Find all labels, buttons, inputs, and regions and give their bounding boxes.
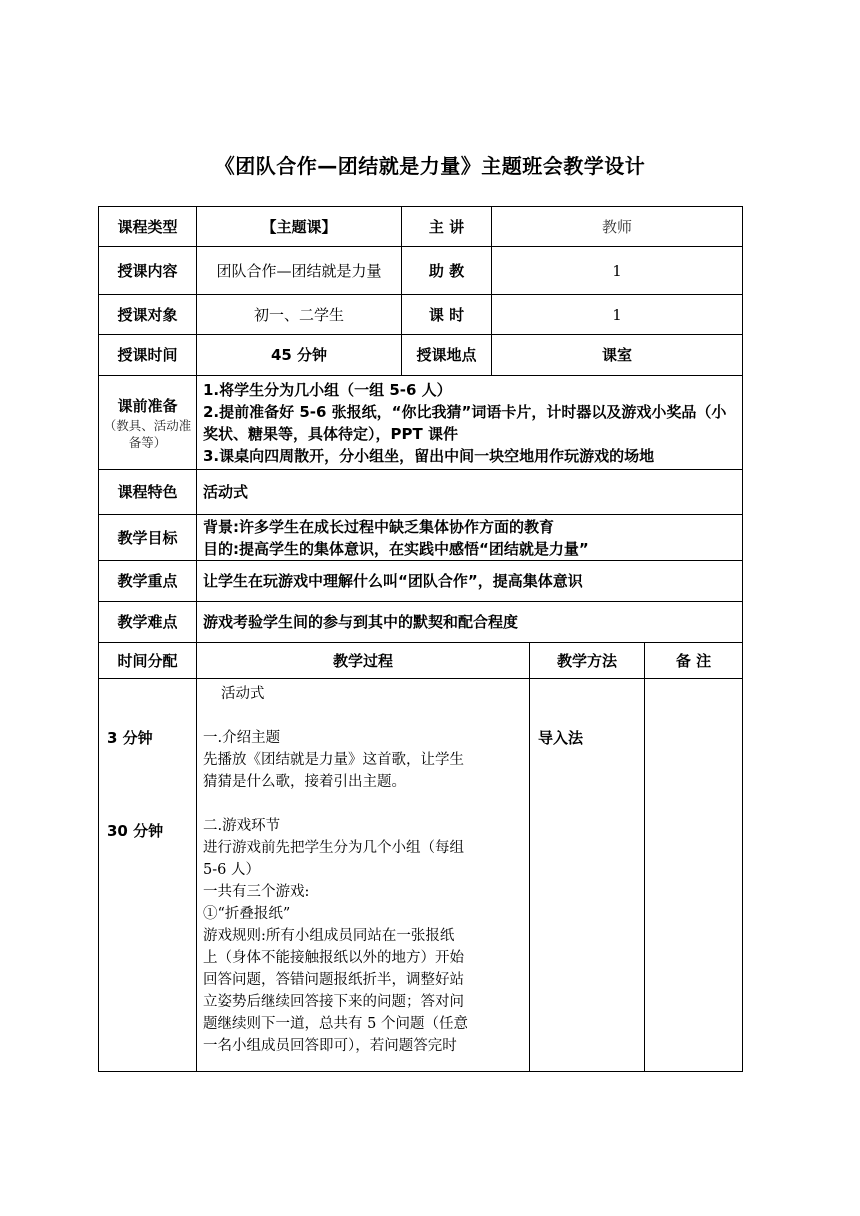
value-prep	[197, 376, 743, 470]
process-line: 5-6 人）	[203, 862, 260, 878]
label-assistant: 助 教	[402, 247, 492, 295]
process-line: 上（身体不能接触报纸以外的地方）开始	[203, 950, 464, 966]
label-key: 教学重点	[99, 561, 197, 602]
lesson-plan-table	[98, 206, 743, 1072]
label-prep	[99, 376, 197, 470]
process-line: 回答问题，答错问题报纸折半，调整好站	[203, 972, 464, 988]
header-time: 时间分配	[99, 643, 197, 679]
process-content	[197, 679, 530, 1072]
process-line: 先播放《团结就是力量》这首歌，让学生	[203, 752, 464, 768]
method-intro: 导入法	[538, 729, 584, 747]
label-location: 授课地点	[402, 335, 492, 376]
header-method: 教学方法	[530, 643, 645, 679]
process-line: 活动式	[221, 686, 265, 702]
time-games: 30 分钟	[107, 822, 164, 840]
page-title: 《团队合作—团结就是力量》主题班会教学设计	[214, 154, 646, 178]
table-row	[99, 207, 743, 247]
header-note: 备 注	[645, 643, 743, 679]
process-line: 进行游戏前先把学生分为几个小组（每组	[203, 840, 464, 856]
label-prep-main: 课前准备	[117, 396, 178, 415]
label-course-type: 课程类型	[99, 207, 197, 247]
value-hours: 1	[492, 295, 743, 335]
time-intro: 3 分钟	[107, 729, 153, 747]
process-line: 游戏规则:所有小组成员同站在一张报纸	[203, 928, 455, 944]
value-lecturer: 教师	[492, 207, 743, 247]
value-goal	[197, 515, 743, 561]
value-difficulty: 游戏考验学生间的参与到其中的默契和配合程度	[197, 602, 743, 643]
goal-line: 目的:提高学生的集体意识，在实践中感悟“团结就是力量”	[203, 539, 589, 558]
process-line	[203, 793, 523, 815]
process-line: 一共有三个游戏:	[203, 884, 310, 900]
process-line: ①“折叠报纸”	[203, 906, 291, 922]
label-lecturer: 主 讲	[402, 207, 492, 247]
table-row	[99, 295, 743, 335]
table-row	[99, 643, 743, 679]
prep-line: 2.提前准备好 5-6 张报纸，“你比我猜”词语卡片，计时器以及游戏小奖品（小奖状、糖果等，具体待定），PPT 课件	[203, 402, 727, 443]
value-duration: 45 分钟	[197, 335, 402, 376]
process-time-cell	[99, 679, 197, 1072]
process-line: 立姿势后继续回答接下来的问题；答对问	[203, 994, 464, 1010]
label-hours: 课 时	[402, 295, 492, 335]
table-row	[99, 470, 743, 515]
value-key: 让学生在玩游戏中理解什么叫“团队合作”，提高集体意识	[197, 561, 743, 602]
value-assistant: 1	[492, 247, 743, 295]
header-process: 教学过程	[197, 643, 530, 679]
label-difficulty: 教学难点	[99, 602, 197, 643]
process-method-cell	[530, 679, 645, 1072]
process-line: 猜猜是什么歌，接着引出主题。	[203, 774, 406, 790]
prep-line: 3.课桌向四周散开，分小组坐，留出中间一块空地用作玩游戏的场地	[203, 446, 655, 465]
label-goal: 教学目标	[99, 515, 197, 561]
table-row	[99, 679, 743, 1072]
label-duration: 授课时间	[99, 335, 197, 376]
table-row	[99, 376, 743, 470]
value-course-type: 【主题课】	[197, 207, 402, 247]
process-line	[203, 705, 523, 727]
process-line: 一名小组成员回答即可），若问题答完时	[203, 1038, 457, 1054]
table-row	[99, 515, 743, 561]
table-row	[99, 602, 743, 643]
value-location: 课室	[492, 335, 743, 376]
label-prep-sub: （教具、活动准备等）	[103, 417, 192, 450]
table-row	[99, 561, 743, 602]
prep-line: 1.将学生分为几小组（一组 5-6 人）	[203, 380, 452, 399]
table-row	[99, 335, 743, 376]
label-content: 授课内容	[99, 247, 197, 295]
process-line: 题继续则下一道，总共有 5 个问题（任意	[203, 1016, 468, 1032]
label-feature: 课程特色	[99, 470, 197, 515]
table-row	[99, 247, 743, 295]
label-audience: 授课对象	[99, 295, 197, 335]
value-audience: 初一、二学生	[197, 295, 402, 335]
process-note-cell	[645, 679, 743, 1072]
value-content: 团队合作—团结就是力量	[197, 247, 402, 295]
process-line: 二.游戏环节	[203, 818, 281, 834]
value-feature: 活动式	[197, 470, 743, 515]
goal-line: 背景:许多学生在成长过程中缺乏集体协作方面的教育	[203, 517, 555, 536]
process-line: 一.介绍主题	[203, 730, 281, 746]
